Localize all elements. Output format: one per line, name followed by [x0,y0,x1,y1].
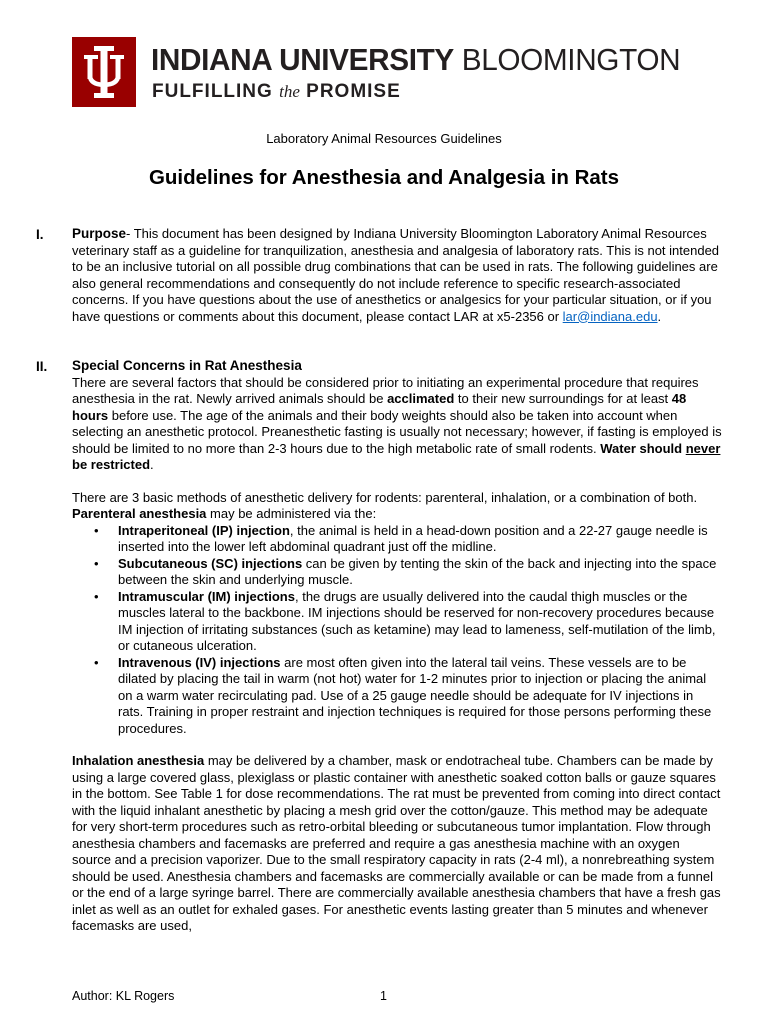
concerns-heading: Special Concerns in Rat Anesthesia [72,358,302,373]
document-subtitle: Laboratory Animal Resources Guidelines [266,131,502,146]
contact-email-link[interactable]: lar@indiana.edu [562,308,658,324]
list-item: • Intramuscular (IM) injections, the drugs are usually delivered into the caudal thigh muscles or the muscles lateral to the backbone. IM injections should be reserved for non-recovery procedures because IM injection of irritating substances (such as ketamine) may lead to lameness, self-mutilation of the limb, or cutaneous ulceration. [94,588,716,653]
section-concerns [72,358,722,935]
injection-route-list [72,523,722,738]
footer-author: Author: KL Rogers [72,989,175,1003]
section-number-purpose: I. [36,227,44,242]
university-tagline: FULFILLING the PROMISE [152,81,401,102]
university-header [72,37,692,109]
concerns-paragraph-1: There are several factors that should be considered prior to initiating an experimental procedure that requires anesthesia in the rat. Newly arrived animals should be acclimated to their new surroundings for at least 48 hours before use. The age of the animals and their body weights should also be taken into account when selecting an anesthetic protocol. Preanesthetic fasting is usually not necessary; however, if fasting is employed is should be limited to no more than 2-3 hours due to the high metabolic rate of small rodents. Water should never be restricted. [72,374,722,472]
purpose-paragraph: Purpose- This document has been designed by Indiana University Bloomington Laboratory Animal Resources veterinary staff as a guideline for tranquilization, anesthesia and analgesia of laboratory rats. This is not intended to be an inclusive tutorial on all possible drug combinations that can be used in rats. The following guidelines are also general recommendations and consequently do not include reference to specific research-associated concerns. If you have questions about the use of anesthetics or analgesics for your particular situation, or if you have questions or comments about this document, please contact LAR at x5-2356 or lar@indiana.edu. [72,226,720,324]
list-item: • Intravenous (IV) injections are most often given into the lateral tail veins. These vessels are to be dilated by placing the tail in warm (not hot) water for 1-2 minutes prior to injection or placing the animal on a warm water recirculating pad. Use of a 25 gauge needle should be adequate for IV injections in rats. Training in proper restraint and injection techniques is required for those persons performing these procedures. [94,654,712,736]
list-item: • Intraperitoneal (IP) injection, the animal is held in a head-down position and a 22-27 gauge needle is inserted into the lower left abdominal quadrant just off the midline. [94,522,708,554]
inhalation-paragraph: Inhalation anesthesia may be delivered by a chamber, mask or endotracheal tube. Chambers can be made by using a large covered glass, plexiglass or plastic container with anesthetic soaked cotton balls or gauze squares in the bottom. See Table 1 for dose recommendations. The rat must be prevented from coming into direct contact with the liquid inhalant anesthetic by placing a mesh grid over the cotton/gauze. This method may be adequate for very short-term procedures such as retro-orbital bleeding or subcutaneous tumor implantation. Flow through anesthesia chambers and facemasks are preferred and require a gas anesthesia machine with an oxygen source and a precision vaporizer. Due to the small respiratory capacity in rats (2-4 ml), a nonrebreathing system should be used. Anesthesia chambers and facemasks are commercially available or can be made from a funnel or the end of a large syringe barrel. There are commercially available anesthesia chambers that have a fresh gas inlet as well as an outlet for exhaled gases. For anesthetic events lasting greater than 5 minutes and whenever facemasks are used, [72,753,721,933]
purpose-heading: Purpose [72,226,127,241]
page-number: 1 [380,989,387,1003]
university-name: INDIANA UNIVERSITY BLOOMINGTON [151,42,681,77]
iu-logo [72,37,136,107]
concerns-paragraph-2: There are 3 basic methods of anesthetic delivery for rodents: parenteral, inhalation, or a combination of both. Parenteral anesthesia may be administered via the: [72,489,698,521]
section-number-concerns: II. [36,359,48,374]
iu-trident-icon [72,37,136,107]
document-title: Guidelines for Anesthesia and Analgesia in Rats [148,166,620,189]
list-item: • Subcutaneous (SC) injections can be given by tenting the skin of the back and injecting into the space between the skin and underlying muscle. [94,555,717,587]
section-purpose [72,226,722,325]
